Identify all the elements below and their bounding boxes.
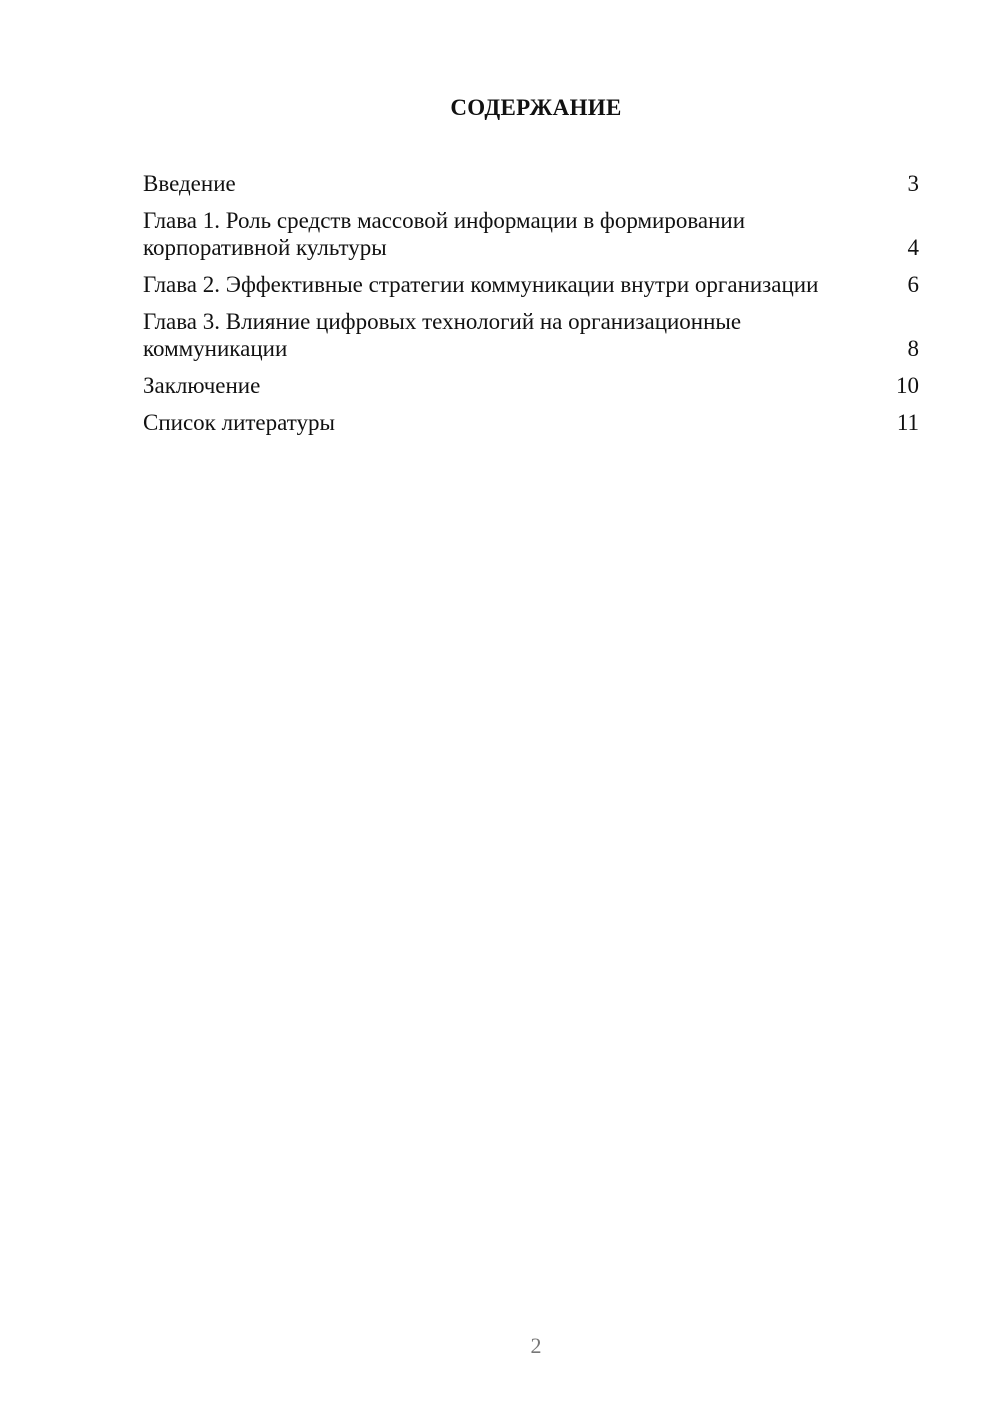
toc-entry-text: Глава 3. Влияние цифровых технологий на организационные коммуникации — [143, 309, 742, 361]
toc-entry-text: Введение — [143, 171, 236, 196]
toc-entry-text: Глава 1. Роль средств массовой информации в формировании корпоративной культуры — [143, 208, 746, 260]
toc-entry-page: 4 — [907, 235, 919, 260]
toc-entry-chapter-2 — [143, 271, 919, 298]
toc-entry-text: Список литературы — [143, 410, 335, 435]
table-of-contents — [143, 170, 919, 446]
toc-entry-page: 10 — [896, 373, 919, 398]
toc-entry-text: Глава 2. Эффективные стратегии коммуникации внутри организации — [143, 272, 819, 297]
toc-entry-page: 3 — [907, 171, 919, 196]
toc-entry-page: 8 — [907, 336, 919, 361]
toc-entry-page: 11 — [896, 410, 919, 435]
page-title: СОДЕРЖАНИЕ — [450, 95, 622, 120]
toc-entry-conclusion — [143, 372, 919, 399]
toc-entry-chapter-3 — [143, 308, 919, 362]
toc-entry-text: Заключение — [143, 373, 261, 398]
toc-entry-introduction — [143, 170, 919, 197]
toc-entry-references — [143, 409, 919, 436]
toc-entry-chapter-1 — [143, 207, 919, 261]
page-number: 2 — [530, 1333, 542, 1358]
toc-entry-page: 6 — [907, 272, 919, 297]
